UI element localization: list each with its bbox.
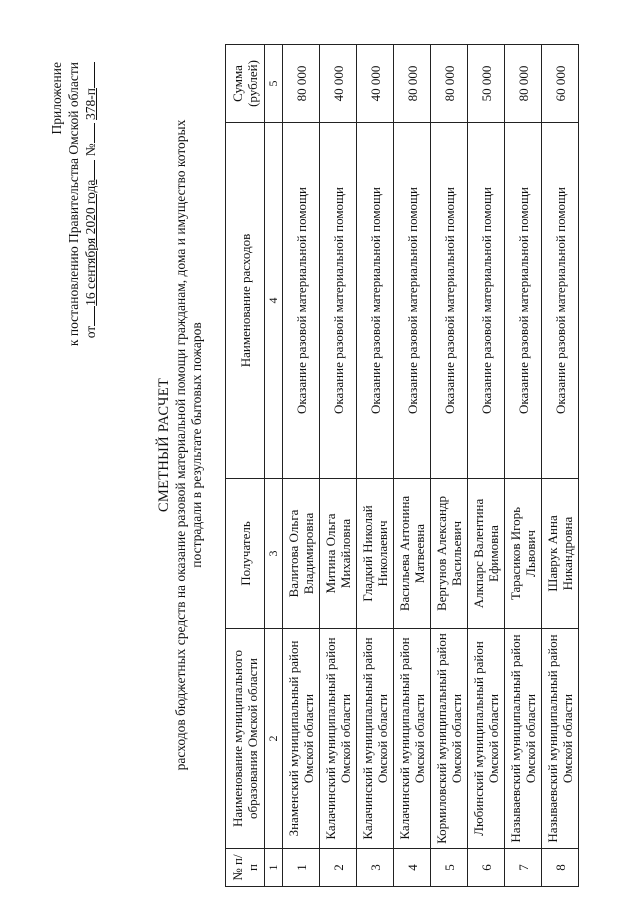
appendix-date-number: [82, 62, 99, 422]
cell-purpose: Оказание разовой материальной помощи: [505, 123, 542, 479]
cell-municipality: Любинский муниципальный район Омской области: [468, 629, 505, 849]
cell-purpose: Оказание разовой материальной помощи: [283, 123, 320, 479]
table-row: [320, 45, 357, 887]
cell-municipality: Калачинский муниципальный район Омской области: [320, 629, 357, 849]
cell-recipient: Шаврук Анна Никандровна: [542, 479, 579, 629]
cell-municipality: Называевский муниципальный район Омской области: [505, 629, 542, 849]
cell-sum: 50 000: [468, 45, 505, 123]
cell-number: 7: [505, 849, 542, 887]
cell-purpose: Оказание разовой материальной помощи: [320, 123, 357, 479]
appendix-resolution: к постановлению Правительства Омской области: [66, 62, 81, 347]
header-recipient: Получатель: [226, 479, 265, 629]
cell-recipient: Валитова Ольга Владимировна: [283, 479, 320, 629]
header-sum: Сумма (рублей): [226, 45, 265, 123]
cell-sum: 60 000: [542, 45, 579, 123]
table-row: [394, 45, 431, 887]
cell-sum: 40 000: [320, 45, 357, 123]
appendix-title: Приложение: [49, 62, 64, 135]
cell-recipient: Гладкий Николай Николаевич: [357, 479, 394, 629]
cell-recipient: Митина Ольга Михайловна: [320, 479, 357, 629]
cell-number: 2: [320, 849, 357, 887]
table-row: [283, 45, 320, 887]
cell-purpose: Оказание разовой материальной помощи: [468, 123, 505, 479]
cell-purpose: Оказание разовой материальной помощи: [357, 123, 394, 479]
cell-purpose: Оказание разовой материальной помощи: [542, 123, 579, 479]
document-subtitle-2: пострадали в результате бытовых пожаров: [189, 322, 204, 568]
cell-purpose: Оказание разовой материальной помощи: [431, 123, 468, 479]
table-row: [468, 45, 505, 887]
document-title: СМЕТНЫЙ РАСЧЕТ: [156, 377, 172, 513]
cell-recipient: Тарасиков Игорь Львович: [505, 479, 542, 629]
cell-recipient: Алкпарс Валентина Ефимовна: [468, 479, 505, 629]
cell-municipality: Калачинский муниципальный район Омской области: [394, 629, 431, 849]
estimate-table: [225, 44, 579, 887]
cell-number: 3: [357, 849, 394, 887]
cell-recipient: Васильева Антонина Матвеевна: [394, 479, 431, 629]
cell-number: 6: [468, 849, 505, 887]
cell-municipality: Знаменский муниципальный район Омской области: [283, 629, 320, 849]
header-purpose: Наименование расходов: [226, 123, 265, 479]
header-number: № п/п: [226, 849, 265, 887]
cell-number: 8: [542, 849, 579, 887]
document-heading: [155, 95, 205, 795]
resolution-date: 16 сентября 2020 года: [83, 179, 98, 306]
cell-municipality: Кормиловский муниципальный район Омской области: [431, 629, 468, 849]
cell-sum: 80 000: [283, 45, 320, 123]
number-label: №: [83, 143, 98, 157]
cell-municipality: Калачинский муниципальный район Омской области: [357, 629, 394, 849]
cell-number: 5: [431, 849, 468, 887]
document-subtitle-1: расходов бюджетных средств на оказание разовой материальной помощи гражданам, дома и имущество которых: [173, 119, 188, 771]
cell-purpose: Оказание разовой материальной помощи: [394, 123, 431, 479]
cell-municipality: Называевский муниципальный район Омской области: [542, 629, 579, 849]
column-number: 3: [265, 479, 283, 629]
appendix-block: [48, 62, 99, 422]
column-number: 2: [265, 629, 283, 849]
table-row: [542, 45, 579, 887]
cell-sum: 80 000: [505, 45, 542, 123]
column-number-row: [265, 45, 283, 887]
table-row: [357, 45, 394, 887]
table-row: [505, 45, 542, 887]
cell-sum: 80 000: [394, 45, 431, 123]
cell-recipient: Вергунов Александр Васильевич: [431, 479, 468, 629]
column-number: 1: [265, 849, 283, 887]
resolution-number: 378-п: [83, 88, 98, 120]
from-label: от: [83, 325, 98, 339]
column-number: 5: [265, 45, 283, 123]
header-municipality: Наименование муниципального образования Омской области: [226, 629, 265, 849]
cell-number: 4: [394, 849, 431, 887]
table-header-row: [226, 45, 265, 887]
table-row: [431, 45, 468, 887]
cell-number: 1: [283, 849, 320, 887]
cell-sum: 80 000: [431, 45, 468, 123]
cell-sum: 40 000: [357, 45, 394, 123]
column-number: 4: [265, 123, 283, 479]
